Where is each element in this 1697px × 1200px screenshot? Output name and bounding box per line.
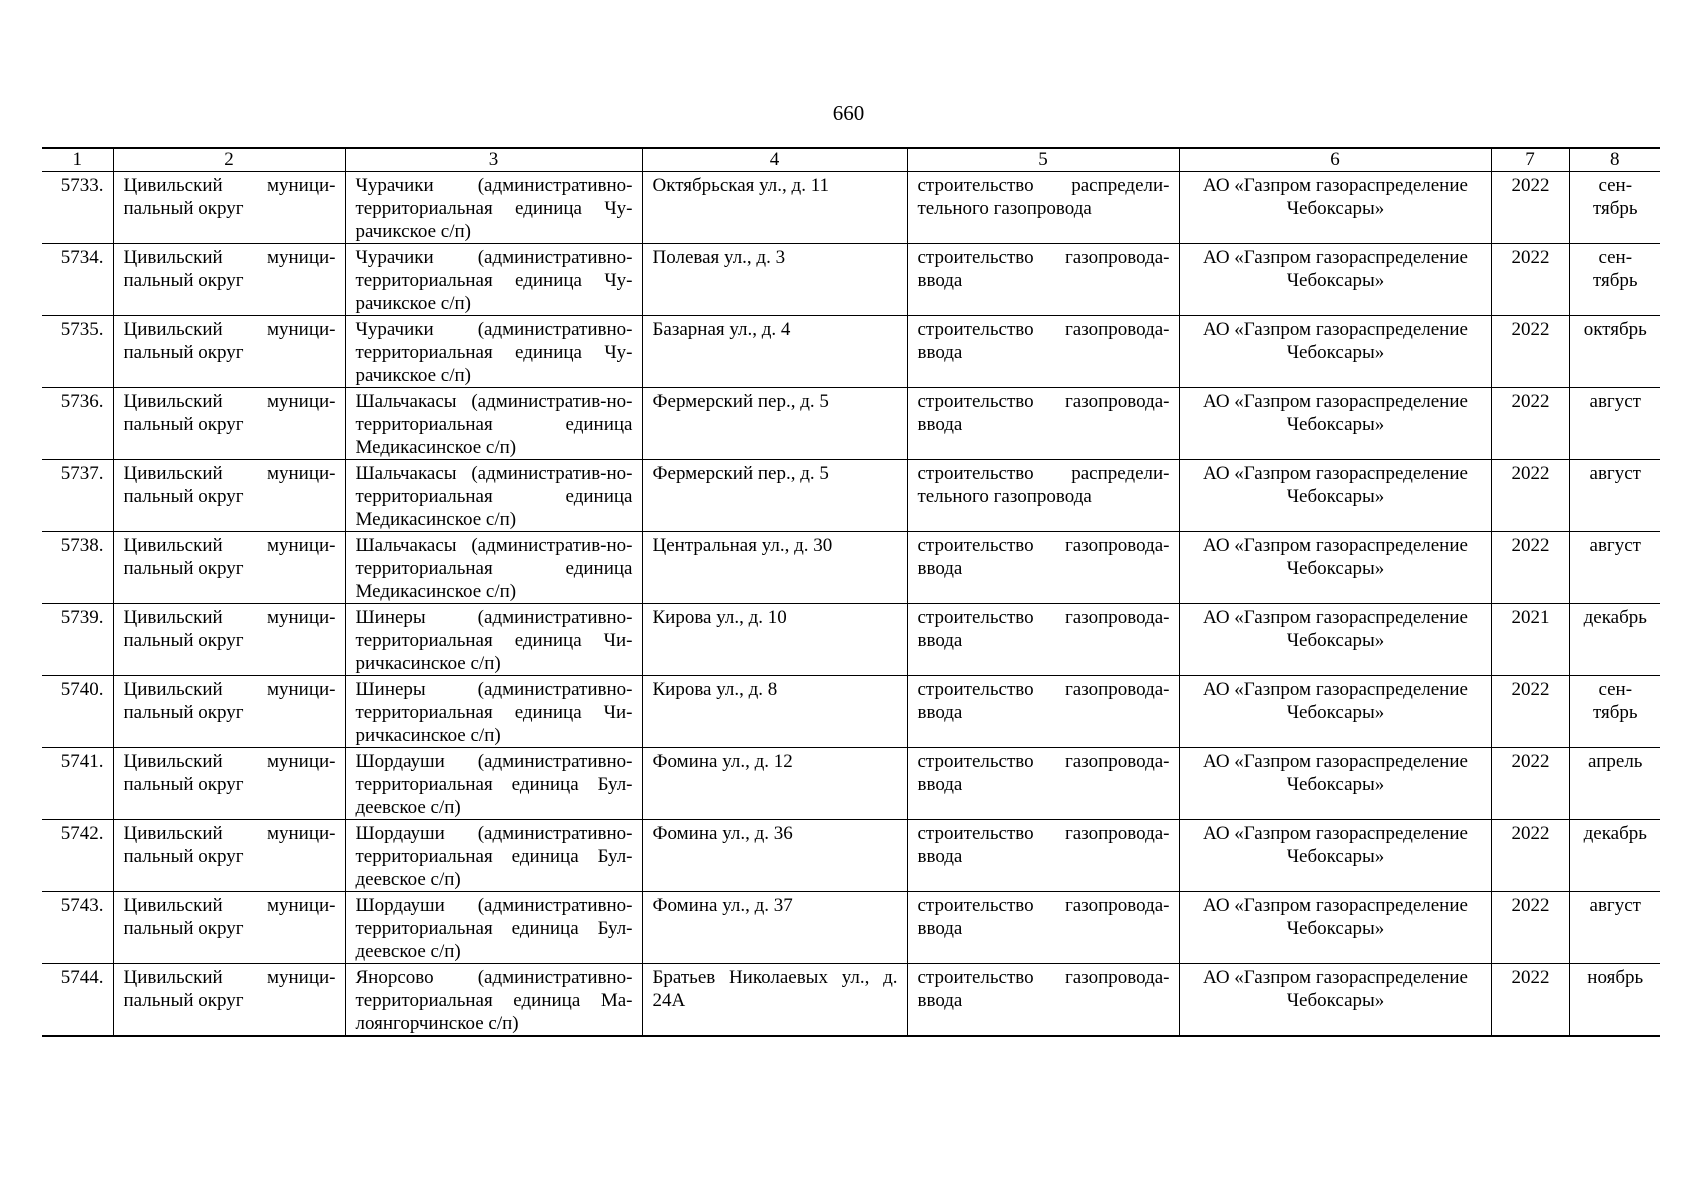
settlement-cell: Шордауши (административно-территориальная единица Бул-деевское с/п) [345, 748, 642, 820]
municipal-district-cell: Цивильский муници-пальный округ [113, 964, 345, 1037]
settlement-cell: Шинеры (административно-территориальная единица Чи-ричкасинское с/п) [345, 604, 642, 676]
address-cell: Фермерский пер., д. 5 [642, 388, 907, 460]
address-cell: Кирова ул., д. 10 [642, 604, 907, 676]
address-cell: Фермерский пер., д. 5 [642, 460, 907, 532]
month-cell: ноябрь [1569, 964, 1660, 1037]
settlement-cell: Шордауши (административно-территориальная единица Бул-деевское с/п) [345, 820, 642, 892]
year-cell: 2022 [1491, 676, 1569, 748]
header-row [42, 148, 1660, 172]
row-number: 5739. [42, 604, 113, 676]
organization-cell: АО «Газпром газораспределение Чебоксары» [1179, 820, 1491, 892]
table-row [42, 172, 1660, 244]
table-row [42, 388, 1660, 460]
organization-cell: АО «Газпром газораспределение Чебоксары» [1179, 172, 1491, 244]
row-number: 5733. [42, 172, 113, 244]
work-type-cell: строительство распредели-тельного газопровода [907, 172, 1179, 244]
month-cell: декабрь [1569, 604, 1660, 676]
year-cell: 2022 [1491, 244, 1569, 316]
month-cell: декабрь [1569, 820, 1660, 892]
row-number: 5735. [42, 316, 113, 388]
work-type-cell: строительство газопровода-ввода [907, 964, 1179, 1037]
row-number: 5744. [42, 964, 113, 1037]
settlement-cell: Чурачики (административно-территориальная единица Чу-рачикское с/п) [345, 172, 642, 244]
municipal-district-cell: Цивильский муници-пальный округ [113, 460, 345, 532]
settlement-cell: Чурачики (административно-территориальная единица Чу-рачикское с/п) [345, 244, 642, 316]
address-cell: Фомина ул., д. 36 [642, 820, 907, 892]
organization-cell: АО «Газпром газораспределение Чебоксары» [1179, 460, 1491, 532]
row-number: 5742. [42, 820, 113, 892]
month-cell: сен-тябрь [1569, 244, 1660, 316]
table-row [42, 316, 1660, 388]
table-row [42, 244, 1660, 316]
address-cell: Братьев Николаевых ул., д. 24А [642, 964, 907, 1037]
year-cell: 2022 [1491, 316, 1569, 388]
municipal-district-cell: Цивильский муници-пальный округ [113, 604, 345, 676]
work-type-cell: строительство газопровода-ввода [907, 892, 1179, 964]
organization-cell: АО «Газпром газораспределение Чебоксары» [1179, 388, 1491, 460]
column-header: 3 [345, 148, 642, 172]
address-cell: Фомина ул., д. 37 [642, 892, 907, 964]
settlement-cell: Янорсово (административно-территориальная единица Ма-лоянгорчинское с/п) [345, 964, 642, 1037]
address-cell: Октябрьская ул., д. 11 [642, 172, 907, 244]
month-cell: октябрь [1569, 316, 1660, 388]
table-row [42, 964, 1660, 1037]
settlement-cell: Шальчакасы (административ-но-территориальная единица Медикасинское с/п) [345, 388, 642, 460]
municipal-district-cell: Цивильский муници-пальный округ [113, 244, 345, 316]
work-type-cell: строительство газопровода-ввода [907, 316, 1179, 388]
work-type-cell: строительство газопровода-ввода [907, 532, 1179, 604]
settlement-cell: Шинеры (административно-территориальная единица Чи-ричкасинское с/п) [345, 676, 642, 748]
work-type-cell: строительство газопровода-ввода [907, 388, 1179, 460]
organization-cell: АО «Газпром газораспределение Чебоксары» [1179, 892, 1491, 964]
row-number: 5743. [42, 892, 113, 964]
municipal-district-cell: Цивильский муници-пальный округ [113, 316, 345, 388]
municipal-district-cell: Цивильский муници-пальный округ [113, 388, 345, 460]
column-header: 2 [113, 148, 345, 172]
column-header: 6 [1179, 148, 1491, 172]
month-cell: август [1569, 388, 1660, 460]
address-cell: Полевая ул., д. 3 [642, 244, 907, 316]
month-cell: август [1569, 892, 1660, 964]
column-header: 4 [642, 148, 907, 172]
address-cell: Центральная ул., д. 30 [642, 532, 907, 604]
table-row [42, 676, 1660, 748]
table-row [42, 748, 1660, 820]
work-type-cell: строительство газопровода-ввода [907, 748, 1179, 820]
year-cell: 2022 [1491, 388, 1569, 460]
year-cell: 2022 [1491, 820, 1569, 892]
column-header: 1 [42, 148, 113, 172]
municipal-district-cell: Цивильский муници-пальный округ [113, 532, 345, 604]
table-row [42, 892, 1660, 964]
column-header: 8 [1569, 148, 1660, 172]
table-row [42, 460, 1660, 532]
work-type-cell: строительство распредели-тельного газопровода [907, 460, 1179, 532]
column-header: 7 [1491, 148, 1569, 172]
row-number: 5737. [42, 460, 113, 532]
settlement-cell: Шордауши (административно-территориальная единица Бул-деевское с/п) [345, 892, 642, 964]
year-cell: 2022 [1491, 172, 1569, 244]
address-cell: Кирова ул., д. 8 [642, 676, 907, 748]
year-cell: 2022 [1491, 892, 1569, 964]
settlement-cell: Чурачики (административно-территориальная единица Чу-рачикское с/п) [345, 316, 642, 388]
work-type-cell: строительство газопровода-ввода [907, 244, 1179, 316]
settlement-cell: Шальчакасы (административ-но-территориальная единица Медикасинское с/п) [345, 460, 642, 532]
row-number: 5740. [42, 676, 113, 748]
table-row [42, 532, 1660, 604]
year-cell: 2022 [1491, 460, 1569, 532]
work-type-cell: строительство газопровода-ввода [907, 604, 1179, 676]
organization-cell: АО «Газпром газораспределение Чебоксары» [1179, 316, 1491, 388]
column-header: 5 [907, 148, 1179, 172]
table-row [42, 820, 1660, 892]
address-cell: Фомина ул., д. 12 [642, 748, 907, 820]
page-number: 660 [832, 101, 865, 125]
work-type-cell: строительство газопровода-ввода [907, 676, 1179, 748]
organization-cell: АО «Газпром газораспределение Чебоксары» [1179, 604, 1491, 676]
year-cell: 2022 [1491, 964, 1569, 1037]
month-cell: сен-тябрь [1569, 172, 1660, 244]
month-cell: август [1569, 460, 1660, 532]
municipal-district-cell: Цивильский муници-пальный округ [113, 172, 345, 244]
gas-supply-table [42, 147, 1660, 1037]
row-number: 5741. [42, 748, 113, 820]
month-cell: август [1569, 532, 1660, 604]
municipal-district-cell: Цивильский муници-пальный округ [113, 748, 345, 820]
year-cell: 2022 [1491, 532, 1569, 604]
organization-cell: АО «Газпром газораспределение Чебоксары» [1179, 748, 1491, 820]
municipal-district-cell: Цивильский муници-пальный округ [113, 820, 345, 892]
year-cell: 2022 [1491, 748, 1569, 820]
organization-cell: АО «Газпром газораспределение Чебоксары» [1179, 244, 1491, 316]
address-cell: Базарная ул., д. 4 [642, 316, 907, 388]
organization-cell: АО «Газпром газораспределение Чебоксары» [1179, 532, 1491, 604]
municipal-district-cell: Цивильский муници-пальный округ [113, 892, 345, 964]
month-cell: сен-тябрь [1569, 676, 1660, 748]
organization-cell: АО «Газпром газораспределение Чебоксары» [1179, 676, 1491, 748]
organization-cell: АО «Газпром газораспределение Чебоксары» [1179, 964, 1491, 1037]
municipal-district-cell: Цивильский муници-пальный округ [113, 676, 345, 748]
month-cell: апрель [1569, 748, 1660, 820]
table-row [42, 604, 1660, 676]
row-number: 5738. [42, 532, 113, 604]
settlement-cell: Шальчакасы (административ-но-территориальная единица Медикасинское с/п) [345, 532, 642, 604]
work-type-cell: строительство газопровода-ввода [907, 820, 1179, 892]
row-number: 5736. [42, 388, 113, 460]
year-cell: 2021 [1491, 604, 1569, 676]
row-number: 5734. [42, 244, 113, 316]
